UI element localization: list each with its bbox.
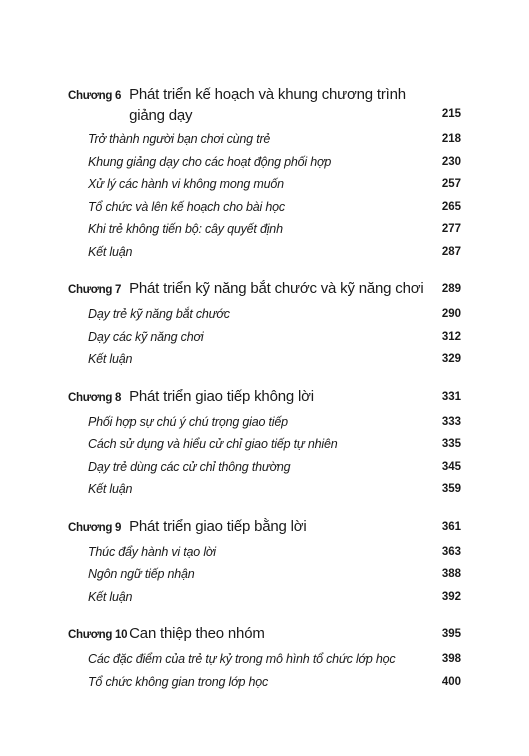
toc-entry[interactable] (88, 648, 461, 671)
entry-title: Phối hợp sự chú ý chú trọng giao tiếp (88, 414, 288, 429)
chapter-heading[interactable] (68, 623, 461, 646)
chapter-9 (68, 516, 461, 609)
entry-page-number: 290 (441, 308, 461, 320)
entry-title: Khung giảng dạy cho các hoạt động phối hợp (88, 154, 332, 169)
toc-entry[interactable] (88, 411, 461, 434)
section-list (88, 541, 461, 609)
section-list (88, 128, 461, 263)
toc-entry[interactable] (88, 196, 461, 219)
chapter-page-number: 361 (441, 520, 461, 533)
entry-page-number: 333 (441, 415, 461, 428)
chapter-page-number: 289 (441, 283, 461, 295)
chapter-label: Chương 10 (68, 629, 128, 641)
toc-entry[interactable] (88, 563, 461, 586)
toc-entry[interactable] (88, 218, 461, 241)
toc-entry[interactable] (88, 348, 461, 371)
entry-page-number: 400 (441, 675, 461, 688)
chapter-10 (68, 623, 461, 693)
chapter-label: Chương 8 (68, 391, 122, 404)
chapter-label: Chương 9 (68, 521, 122, 534)
section-list (88, 648, 461, 693)
entry-page-number: 398 (441, 653, 461, 665)
entry-page-number: 218 (441, 133, 461, 145)
chapter-label: Chương 7 (68, 284, 122, 296)
chapter-title: Phát triển kế hoạch và khung chương trình giảng dạy (129, 86, 406, 124)
entry-title: Các đặc điểm của trẻ tự kỷ trong mô hình tổ chức lớp học (88, 652, 396, 666)
entry-page-number: 265 (441, 200, 461, 213)
entry-page-number: 335 (441, 438, 461, 450)
entry-title: Dạy các kỹ năng chơi (88, 329, 204, 344)
chapter-title: Phát triển giao tiếp bằng lời (129, 517, 307, 535)
entry-page-number: 230 (441, 155, 461, 168)
chapter-heading[interactable] (68, 278, 461, 301)
chapter-heading[interactable] (68, 516, 461, 539)
toc-entry[interactable] (88, 173, 461, 196)
toc-entry[interactable] (88, 303, 461, 326)
entry-page-number: 287 (441, 245, 461, 258)
chapter-page-number: 331 (441, 390, 461, 403)
entry-page-number: 329 (441, 353, 461, 365)
entry-title: Kết luận (88, 482, 133, 496)
toc-entry[interactable] (88, 541, 461, 564)
entry-title: Xử lý các hành vi không mong muốn (88, 177, 284, 191)
table-of-contents (68, 84, 461, 693)
toc-entry[interactable] (88, 151, 461, 174)
entry-title: Cách sử dụng và hiểu cử chỉ giao tiếp tự nhiên (88, 437, 338, 451)
entry-title: Dạy trẻ dùng các cử chỉ thông thường (88, 459, 291, 474)
entry-title: Ngôn ngữ tiếp nhận (88, 567, 195, 581)
entry-page-number: 359 (441, 483, 461, 495)
toc-entry[interactable] (88, 456, 461, 479)
entry-title: Kết luận (88, 352, 133, 366)
toc-entry[interactable] (88, 241, 461, 264)
entry-page-number: 277 (441, 223, 461, 235)
entry-page-number: 388 (441, 568, 461, 580)
chapter-heading[interactable] (68, 386, 461, 409)
chapter-label: Chương 6 (68, 90, 122, 102)
toc-entry[interactable] (88, 128, 461, 151)
chapter-heading[interactable] (68, 84, 461, 126)
toc-entry[interactable] (88, 671, 461, 694)
toc-entry[interactable] (88, 478, 461, 501)
entry-title: Kết luận (88, 589, 133, 604)
chapter-title: Phát triển kỹ năng bắt chước và kỹ năng chơi (129, 280, 424, 297)
entry-page-number: 257 (441, 178, 461, 190)
chapter-title: Can thiệp theo nhóm (129, 625, 265, 642)
entry-title: Khi trẻ không tiến bộ: cây quyết định (88, 222, 283, 236)
chapter-6 (68, 84, 461, 263)
entry-title: Thúc đẩy hành vi tạo lời (88, 544, 216, 559)
entry-page-number: 312 (441, 330, 461, 343)
entry-page-number: 345 (441, 460, 461, 473)
entry-title: Kết luận (88, 244, 133, 259)
entry-title: Tổ chức không gian trong lớp học (88, 674, 269, 689)
chapter-7 (68, 278, 461, 371)
toc-entry[interactable] (88, 433, 461, 456)
entry-page-number: 363 (441, 545, 461, 558)
chapter-page-number: 215 (441, 108, 461, 120)
toc-entry[interactable] (88, 586, 461, 609)
entry-title: Tổ chức và lên kế hoạch cho bài học (88, 199, 285, 214)
entry-title: Dạy trẻ kỹ năng bắt chước (88, 307, 230, 321)
section-list (88, 303, 461, 371)
chapter-8 (68, 386, 461, 501)
section-list (88, 411, 461, 501)
chapter-title: Phát triển giao tiếp không lời (129, 387, 314, 405)
entry-title: Trở thành người bạn chơi cùng trẻ (88, 132, 271, 146)
toc-entry[interactable] (88, 326, 461, 349)
entry-page-number: 392 (441, 590, 461, 603)
chapter-page-number: 395 (441, 628, 461, 640)
